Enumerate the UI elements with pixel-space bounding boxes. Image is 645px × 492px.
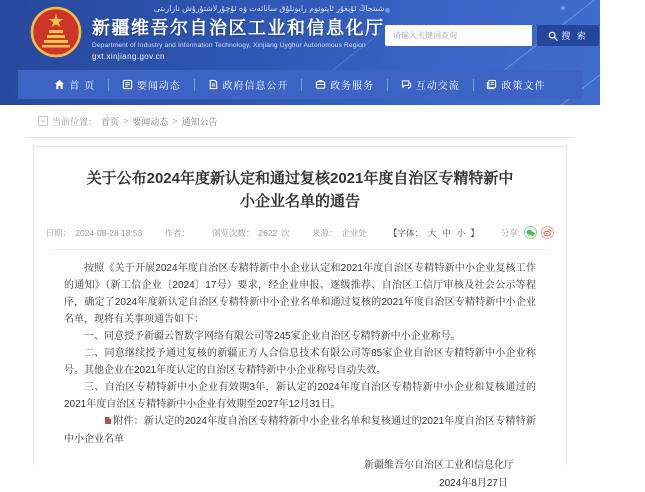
interaction-icon [401, 79, 412, 90]
search-bar [385, 25, 599, 46]
nav-label: 互动交流 [415, 81, 460, 92]
meta-source-value: 企业处 [341, 227, 367, 238]
paragraph-item-1: 一、同意授予新疆云智数字网络有限公司等245家企业自治区专精特新中小企业称号。 [84, 331, 461, 342]
breadcrumb-location-icon: » [38, 116, 48, 126]
share-label: 分享: [500, 227, 521, 238]
font-size-bracket-open: 【字体： [388, 227, 423, 238]
font-size-large-button[interactable]: 大 [427, 227, 437, 238]
breadcrumb-label: 当前位置： [52, 116, 98, 127]
breadcrumb-item-home[interactable]: 首页 [101, 116, 120, 127]
article-meta [34, 226, 566, 239]
meta-source-label: 来源： [311, 227, 338, 238]
weibo-icon [543, 228, 552, 237]
breadcrumb-item-news[interactable]: 要闻动态 [132, 116, 169, 127]
search-input[interactable] [385, 25, 532, 46]
news-icon [122, 79, 133, 90]
search-button[interactable] [537, 25, 599, 46]
site-brand [92, 4, 385, 61]
breadcrumb-separator: > [123, 116, 129, 126]
breadcrumb [0, 105, 600, 137]
meta-views-suffix: 次 [281, 227, 290, 238]
meta-date-value: 2024-08-28 18:53 [75, 227, 143, 238]
site-subtitle-en: Department of Industry and Information Technology, Xinjiang Uyghur Autonomous Region [92, 42, 366, 49]
breadcrumb-separator: > [172, 116, 178, 126]
meta-views-label: 浏览次数： [211, 227, 255, 238]
paragraph-item-2: 二、同意继续授予通过复核的新疆正方人合信息技术有限公司等85家企业自治区专精特新中小企业称号。其他企业在2021年度认定的自治区专精特新中小企业称号自动失效。 [64, 348, 536, 376]
site-title-uyghur: شىنجاڭ ئۇيغۇر ئاپتونوم رايونلۇق سانائەت ۋە ئۇچۇرلاشتۇرۇش نازارىتى [153, 4, 385, 13]
nav-separator [194, 79, 195, 91]
nav-label: 政策文件 [501, 81, 546, 92]
decorative-dot [561, 6, 565, 10]
share-wechat-button[interactable] [524, 226, 537, 239]
meta-views-value: 2622 [258, 227, 278, 238]
signature-org: 新疆维吾尔自治区工业和信息化厅 [364, 460, 514, 471]
paragraph-intro: 按照《关于开展2024年度自治区专精特新中小企业认定和2021年度自治区专精特新中小企业复核工作的通知》（新工信企业〔2024〕17号）要求，经企业申报、逐级推荐、自治区工信厅审核及社会公示等程序，确定了2024年度新认定自治区专精特新中小企业名单和通过复核的2021年度自治区专精特新中小企业名单，现将有关事项通告如下： [64, 263, 536, 325]
nav-item-info-disclosure[interactable] [208, 77, 289, 92]
attachment-icon [84, 414, 112, 431]
nav-label: 政府信息公开 [222, 81, 289, 92]
nav-separator [301, 79, 302, 91]
article-card [33, 146, 567, 489]
nav-separator [473, 79, 474, 91]
font-size-bracket-close: 】 [470, 227, 479, 238]
font-size-medium-button[interactable]: 中 [442, 227, 451, 238]
attachment-text: 附件：新认定的2024年度自治区专精特新中小企业名单和复核通过的2021年度自治区专精特新中小企业名单 [64, 416, 536, 445]
article-title: 关于公布2024年度新认定和通过复核2021年度自治区专精特新中小企业名单的通告 [86, 170, 514, 210]
search-icon [548, 31, 558, 41]
attachment-link[interactable] [64, 413, 536, 448]
home-icon [54, 79, 65, 90]
share-weibo-button[interactable] [541, 226, 554, 239]
nav-label: 要闻动态 [136, 81, 181, 92]
site-url: gxt.xinjiang.gov.cn [92, 52, 165, 61]
paragraph-item-3: 三、自治区专精特新中小企业有效期3年，新认定的2024年度自治区专精特新中小企业和复核通过的2021年度自治区专精特新中小企业有效期至2027年12月31日。 [64, 382, 536, 410]
policy-doc-icon [486, 79, 497, 90]
meta-date-label: 日期： [45, 227, 72, 238]
site-header [0, 0, 600, 105]
font-size-small-button[interactable]: 小 [456, 227, 466, 238]
breadcrumb-divider [25, 137, 575, 138]
main-nav [18, 70, 582, 99]
national-emblem-logo [30, 6, 82, 58]
nav-separator [387, 79, 388, 91]
nav-item-home[interactable] [54, 77, 95, 92]
wechat-icon [526, 229, 535, 237]
nav-item-news[interactable] [122, 77, 181, 92]
site-title: 新疆维吾尔自治区工业和信息化厅 [92, 18, 385, 38]
nav-label: 首 页 [69, 81, 96, 92]
nav-item-services[interactable] [315, 77, 374, 92]
service-icon [315, 79, 326, 90]
nav-label: 政务服务 [330, 81, 375, 92]
nav-item-interaction[interactable] [401, 77, 460, 92]
meta-author-label: 作者： [164, 227, 190, 238]
nav-item-policy-docs[interactable] [486, 77, 545, 92]
breadcrumb-item-notices[interactable]: 通知公告 [181, 116, 218, 127]
article-body [34, 250, 566, 492]
decorative-dot [385, 8, 390, 13]
signature-date: 2024年8月27日 [439, 478, 508, 489]
nav-separator [108, 79, 109, 91]
info-disclosure-icon [208, 79, 219, 90]
search-button-label: 搜 索 [561, 31, 588, 41]
